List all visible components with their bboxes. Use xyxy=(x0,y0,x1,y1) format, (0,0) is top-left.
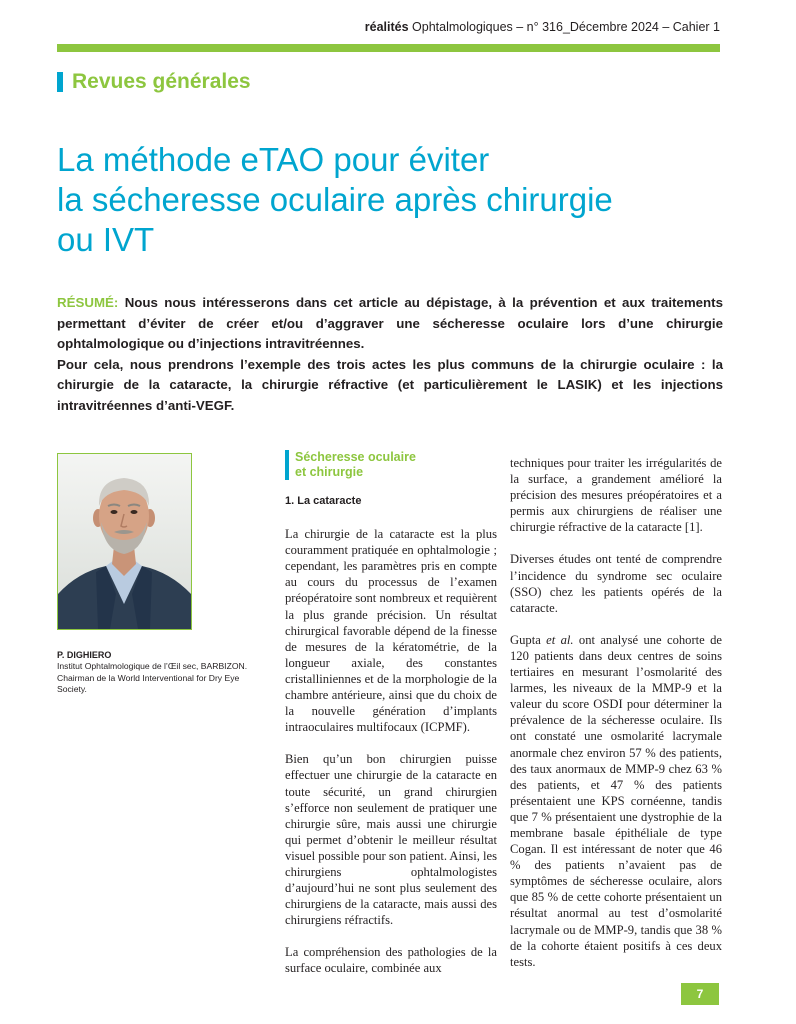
journal-issue: Ophtalmologiques – n° 316_Décembre 2024 – Cahier 1 xyxy=(412,20,720,34)
abstract xyxy=(57,293,723,416)
author-affiliation: Institut Ophtalmologique de l’Œil sec, BARBIZON. xyxy=(57,661,248,672)
author-name: P. DIGHIERO xyxy=(57,650,112,660)
cited-author: Gupta xyxy=(510,632,541,647)
subsection-heading-line-2: et chirurgie xyxy=(295,465,364,479)
subsection-heading xyxy=(285,450,497,480)
author-portrait-image xyxy=(58,454,191,629)
article-title xyxy=(57,140,737,260)
page-number: 7 xyxy=(681,983,719,1005)
abstract-keyword: RÉSUMÉ: xyxy=(57,295,119,310)
title-line-3: ou IVT xyxy=(57,221,155,258)
article-column-middle xyxy=(285,450,497,977)
subsection-heading-text xyxy=(295,450,416,480)
section-label: Revues générales xyxy=(72,70,251,93)
abstract-paragraph-2: Pour cela, nous prendrons l’exemple des trois actes les plus communs de la chirurgie oculaire : la chirurgie de la cataracte, la chirurgie réfractive (et particulièrement le LASIK) et les injections intravitréennes d’anti-VEGF. xyxy=(57,356,723,413)
subsection-tick-mark xyxy=(285,450,289,480)
paragraph-cataract-3: La compréhension des pathologies de la surface oculaire, combinée aux xyxy=(285,945,497,976)
running-header xyxy=(365,20,720,34)
author-info xyxy=(57,650,257,695)
paragraph-right-1: techniques pour traiter les irrégularités de la surface, a grandement amélioré la précision des mesures préopératoires et a permis aux chirurgiens de réaliser une chirurgie réfractive de la cataracte [1]. xyxy=(510,456,722,535)
title-line-1: La méthode eTAO pour éviter xyxy=(57,141,490,178)
journal-name: réalités xyxy=(364,20,409,34)
abstract-paragraph-1 xyxy=(57,293,723,355)
section-tag xyxy=(57,68,251,96)
paragraph-right-3-text: ont analysé une cohorte de 120 patients dans deux centres de soins tertiaires en mesurant l’osmolarité des larmes, les niveaux de la MMP-9 et la valeur du score OSDI pour déterminer la prévalence de la sécheresse oculaire. Ils ont constaté une osmolarité lacrymale anormale chez environ 57 % des patients, des taux anormaux de MMP-9 chez 63 % des patients, et 47 % des patients présentaient une KPS cornéenne, tandis que 7 % présentaient une dystrophie de la membrane basale épithéliale de type Cogan. Il est intéressant de noter que 46 % des patients n’avaient pas de symptômes de sécheresse oculaire, alors que 85 % de cette cohorte présentaient un résultat anormal au test d’osmolarité lacrymale ou de MMP-9, tandis que 38 % de la cohorte étaient positifs à ces deux tests. xyxy=(510,632,722,969)
title-line-2: la sécheresse oculaire après chirurgie xyxy=(57,181,613,218)
et-al: et al. xyxy=(546,632,574,647)
paragraph-cataract-2: Bien qu’un bon chirurgien puisse effectuer une chirurgie de la cataracte en toute sécurité, un grand chirurgien s’efforce non seulement de pratiquer une chirurgie sûre, mais aussi une chirurgie qui permet d’obtenir le meilleur résultat visuel possible pour son patient. Ainsi, les chirurgiens ophtalmologistes d’aujourd’hui ne sont plus seulement des chirurgiens de la cataracte, mais aussi des chirurgiens réfractifs. xyxy=(285,752,497,928)
section-tick-mark xyxy=(57,72,63,92)
numbered-heading: 1. La cataracte xyxy=(285,495,362,507)
author-title: Chairman de la World Interventional for Dry Eye Society. xyxy=(57,672,240,694)
article-column-right xyxy=(510,455,722,970)
paragraph-cataract-1: La chirurgie de la cataracte est la plus couramment pratiquée en ophtalmologie ; cependant, les paramètres pris en compte au cours du processus de l’examen préopératoire sont nombreux et requièrent la plus grande précision. Un résultat chirurgical favorable dépend de la finesse de mesures de la kératométrie, de la longueur axiale, des constantes cristalliniennes et de la morphologie de la chambre antérieure, ainsi que du choix de la nouvelle génération d’implants intraoculaires multifocaux (ICPMF). xyxy=(285,527,497,735)
paragraph-right-3 xyxy=(510,632,722,970)
author-photo xyxy=(57,453,192,630)
paragraph-right-2: Diverses études ont tenté de comprendre l’incidence du syndrome sec oculaire (SSO) chez les patients opérés de la cataracte. xyxy=(510,552,722,615)
header-green-rule xyxy=(57,44,720,52)
subsection-heading-line-1: Sécheresse oculaire xyxy=(295,450,416,464)
abstract-text-1: Nous nous intéresserons dans cet article au dépistage, à la prévention et aux traitements permettant d’éviter de créer et/ou d’aggraver une sécheresse oculaire lors d’une chirurgie ophtalmologique ou d’injections intravitréennes. xyxy=(57,295,723,351)
